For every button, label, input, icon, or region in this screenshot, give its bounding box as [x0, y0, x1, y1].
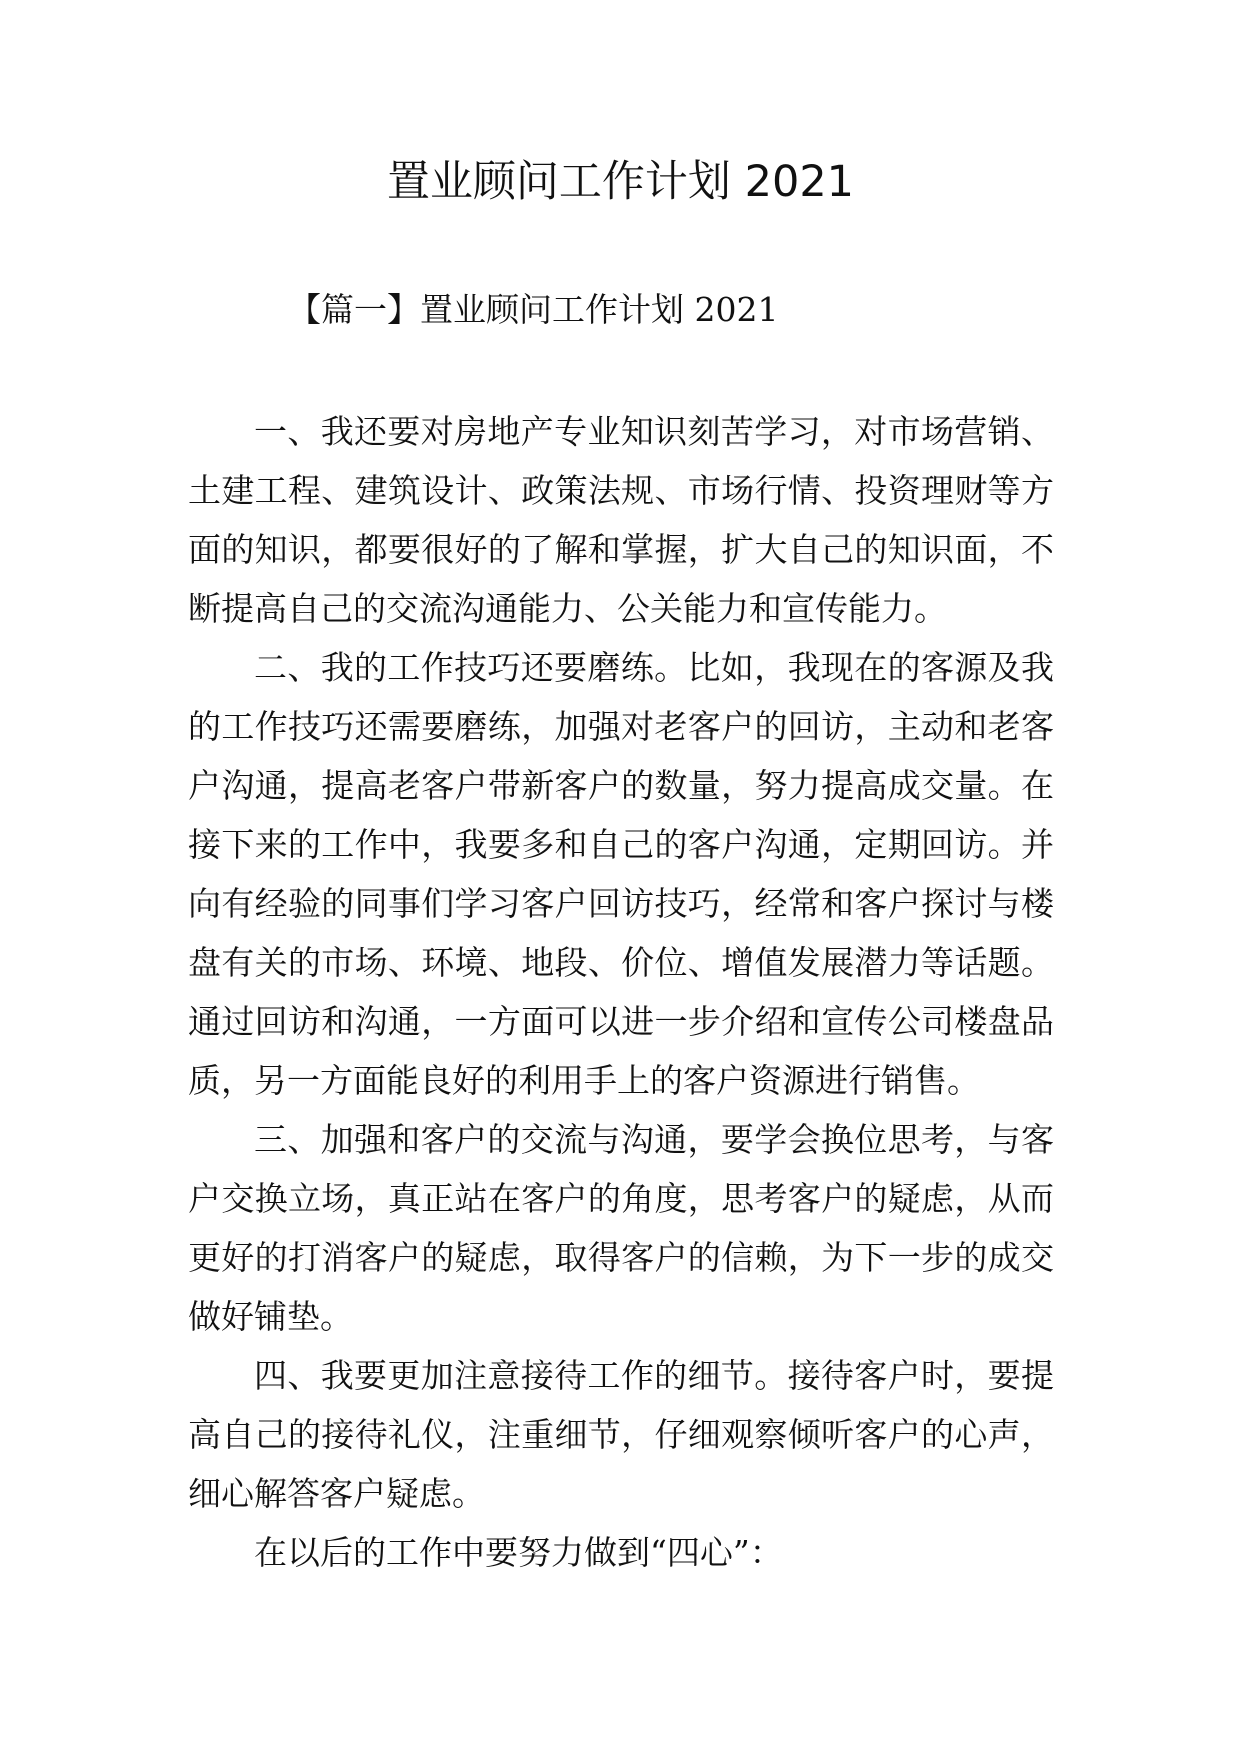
paragraph-2: 二、我的工作技巧还要磨练。比如，我现在的客源及我的工作技巧还需要磨练，加强对老客户的回访，主动和老客户沟通，提高老客户带新客户的数量，努力提高成交量。在接下来的工作中，我要多和自己的客户沟通，定期回访。并向有经验的同事们学习客户回访技巧，经常和客户探讨与楼盘有关的市场、环境、地段、价位、增值发展潜力等话题。通过回访和沟通，一方面可以进一步介绍和宣传公司楼盘品质，另一方面能良好的利用手上的客户资源进行销售。: [188, 648, 1054, 1100]
section-heading: 【篇一】置业顾问工作计划 2021: [288, 290, 779, 329]
paragraph-3: 三、加强和客户的交流与沟通，要学会换位思考，与客户交换立场，真正站在客户的角度，思考客户的疑虑，从而更好的打消客户的疑虑，取得客户的信赖，为下一步的成交做好铺垫。: [188, 1120, 1054, 1336]
document-title: 置业顾问工作计划 2021: [386, 157, 855, 207]
paragraph-4: 四、我要更加注意接待工作的细节。接待客户时，要提高自己的接待礼仪，注重细节，仔细观察倾听客户的心声，细心解答客户疑虑。: [188, 1356, 1054, 1513]
document-body: [188, 402, 1054, 1582]
paragraph-5: 在以后的工作中要努力做到“四心”：: [254, 1533, 783, 1572]
paragraph-1: 一、我还要对房地产专业知识刻苦学习，对市场营销、土建工程、建筑设计、政策法规、市场行情、投资理财等方面的知识，都要很好的了解和掌握，扩大自己的知识面，不断提高自己的交流沟通能力、公关能力和宣传能力。: [188, 412, 1054, 628]
